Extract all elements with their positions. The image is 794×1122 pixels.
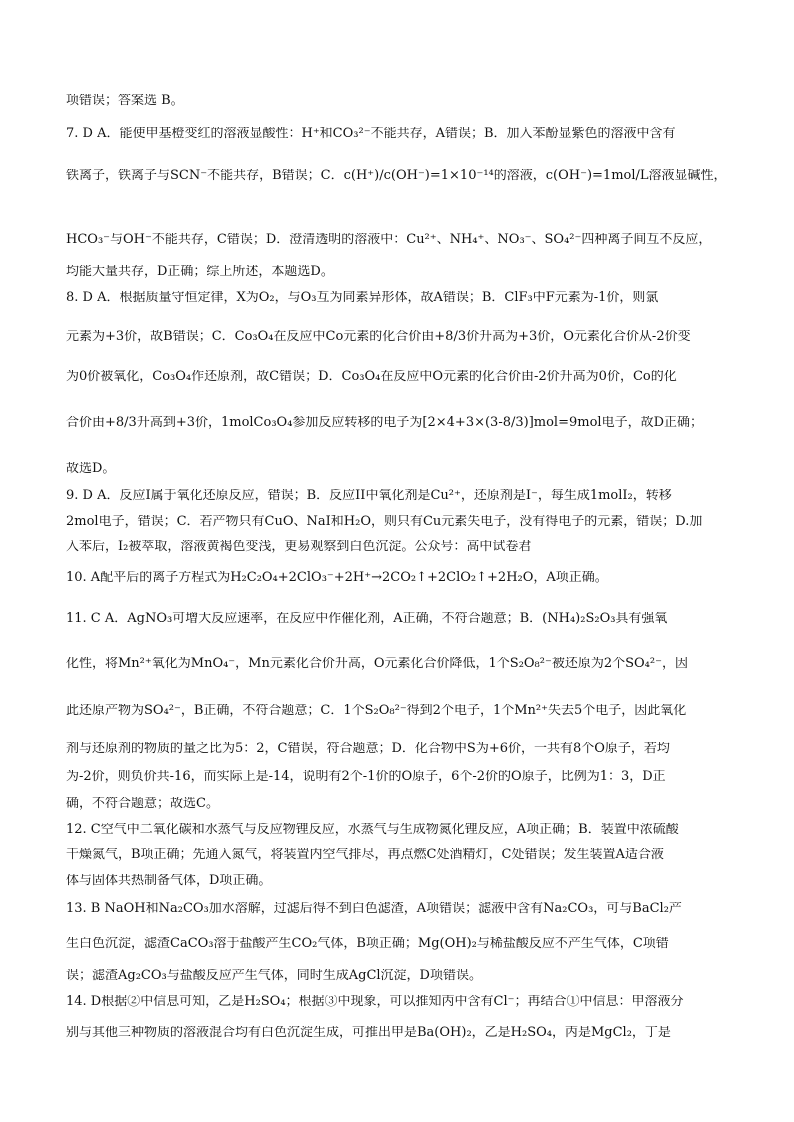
text-line: 14. D根据②中信息可知，乙是H₂SO₄；根据③中现象，可以推知丙中含有Cl⁻；再结合①中信息：甲溶液分 (66, 995, 684, 1008)
text-line: 合价由+8/3升高到+3价，1molCo₃O₄参加反应转移的电子为[2×4+3×(3-8/3)]mol=9mol电子，故D正确； (66, 416, 703, 429)
text-line: 别与其他三种物质的溶液混合均有白色沉淀生成，可推出甲是Ba(OH)₂，乙是H₂SO₄，丙是MgCl₂，丁是 (66, 1026, 671, 1039)
text-line: 化性，将Mn²⁺氧化为MnO₄⁻，Mn元素化合价升高，O元素化合价降低，1个S₂O₈²⁻被还原为2个SO₄²⁻，因 (66, 657, 688, 670)
text-line: 均能大量共存，D正确；综上所述，本题选D。 (66, 265, 334, 278)
text-line: 7. D A．能使甲基橙变红的溶液显酸性：H⁺和CO₃²⁻不能共存，A错误；B．加入苯酚显紫色的溶液中含有 (66, 127, 676, 140)
text-line: 确，不符合题意；故选C。 (66, 797, 219, 810)
text-line: 11. C A．AgNO₃可增大反应速率，在反应中作催化剂，A正确，不符合题意；B．(NH₄)₂S₂O₃具有强氧 (66, 612, 668, 625)
text-line: 8. D A．根据质量守恒定律，X为O₂，与O₃互为同素异形体，故A错误；B．ClF₃中F元素为-1价，则氯 (66, 291, 659, 304)
text-line: 为0价被氧化，Co₃O₄作还原剂，故C错误；D．Co₃O₄在反应中O元素的化合价由-2价升高为0价，Co的化 (66, 370, 677, 383)
text-line: 2mol电子，错误；C．若产物只有CuO、NaI和H₂O，则只有Cu元素失电子，没有得电子的元素，错误；D.加 (66, 515, 703, 528)
text-line: 为-2价，则负价共-16，而实际上是-14，说明有2个-1价的O原子，6个-2价的O原子，比例为1：3，D正 (66, 770, 666, 783)
text-line: 13. B NaOH和Na₂CO₃加水溶解，过滤后得不到白色滤渣，A项错误；滤液中含有Na₂CO₃，可与BaCl₂产 (66, 902, 682, 915)
text-line: 10. A配平后的离子方程式为H₂C₂O₄+2ClO₃⁻+2H⁺→2CO₂↑+2ClO₂↑+2H₂O，A项正确。 (66, 571, 608, 584)
text-line: 入苯后，I₂被萃取，溶液黄褐色变浅，更易观察到白色沉淀。公众号：高中试卷君 (66, 540, 532, 553)
text-line: HCO₃⁻与OH⁻不能共存，C错误；D．澄清透明的溶液中：Cu²⁺、NH₄⁺、NO₃⁻、SO₄²⁻四种离子间互不反应， (66, 233, 712, 246)
text-line: 12. C空气中二氧化碳和水蒸气与反应物锂反应，水蒸气与生成物氮化锂反应，A项正确；B．装置中浓硫酸 (66, 823, 679, 836)
text-line: 元素为+3价，故B错误；C．Co₃O₄在反应中Co元素的化合价由+8/3价升高为+3价，O元素化合价从-2价变 (66, 330, 691, 343)
text-line: 故选D。 (66, 462, 116, 475)
text-line: 生白色沉淀，滤渣CaCO₃溶于盐酸产生CO₂气体，B项正确；Mg(OH)₂与稀盐酸反应不产生气体，C项错 (66, 937, 669, 950)
text-line: 此还原产物为SO₄²⁻，B正确，不符合题意；C．1个S₂O₈²⁻得到2个电子，1个Mn²⁺失去5个电子，因此氧化 (66, 704, 687, 717)
text-line: 体与固体共热制备气体，D项正确。 (66, 874, 272, 887)
text-line: 剂与还原剂的物质的量之比为5：2，C错误，符合题意；D．化合物中S为+6价，一共有8个O原子，若均 (66, 742, 670, 755)
text-line: 铁离子，铁离子与SCN⁻不能共存，B错误；C．c(H⁺)/c(OH⁻)=1×10⁻¹⁴的溶液，c(OH⁻)=1mol/L溶液显碱性， (66, 169, 727, 182)
text-line: 误；滤渣Ag₂CO₃与盐酸反应产生气体，同时生成AgCl沉淀，D项错误。 (66, 969, 482, 982)
text-line: 9. D A．反应I属于氧化还原反应，错误；B．反应II中氧化剂是Cu²⁺，还原剂是I⁻，每生成1molI₂，转移 (66, 489, 672, 502)
text-line: 项错误；答案选 B。 (66, 94, 184, 107)
text-line: 干燥氮气，B项正确；先通入氮气，将装置内空气排尽，再点燃C处酒精灯，C处错误；发生装置A适合液 (66, 848, 664, 861)
